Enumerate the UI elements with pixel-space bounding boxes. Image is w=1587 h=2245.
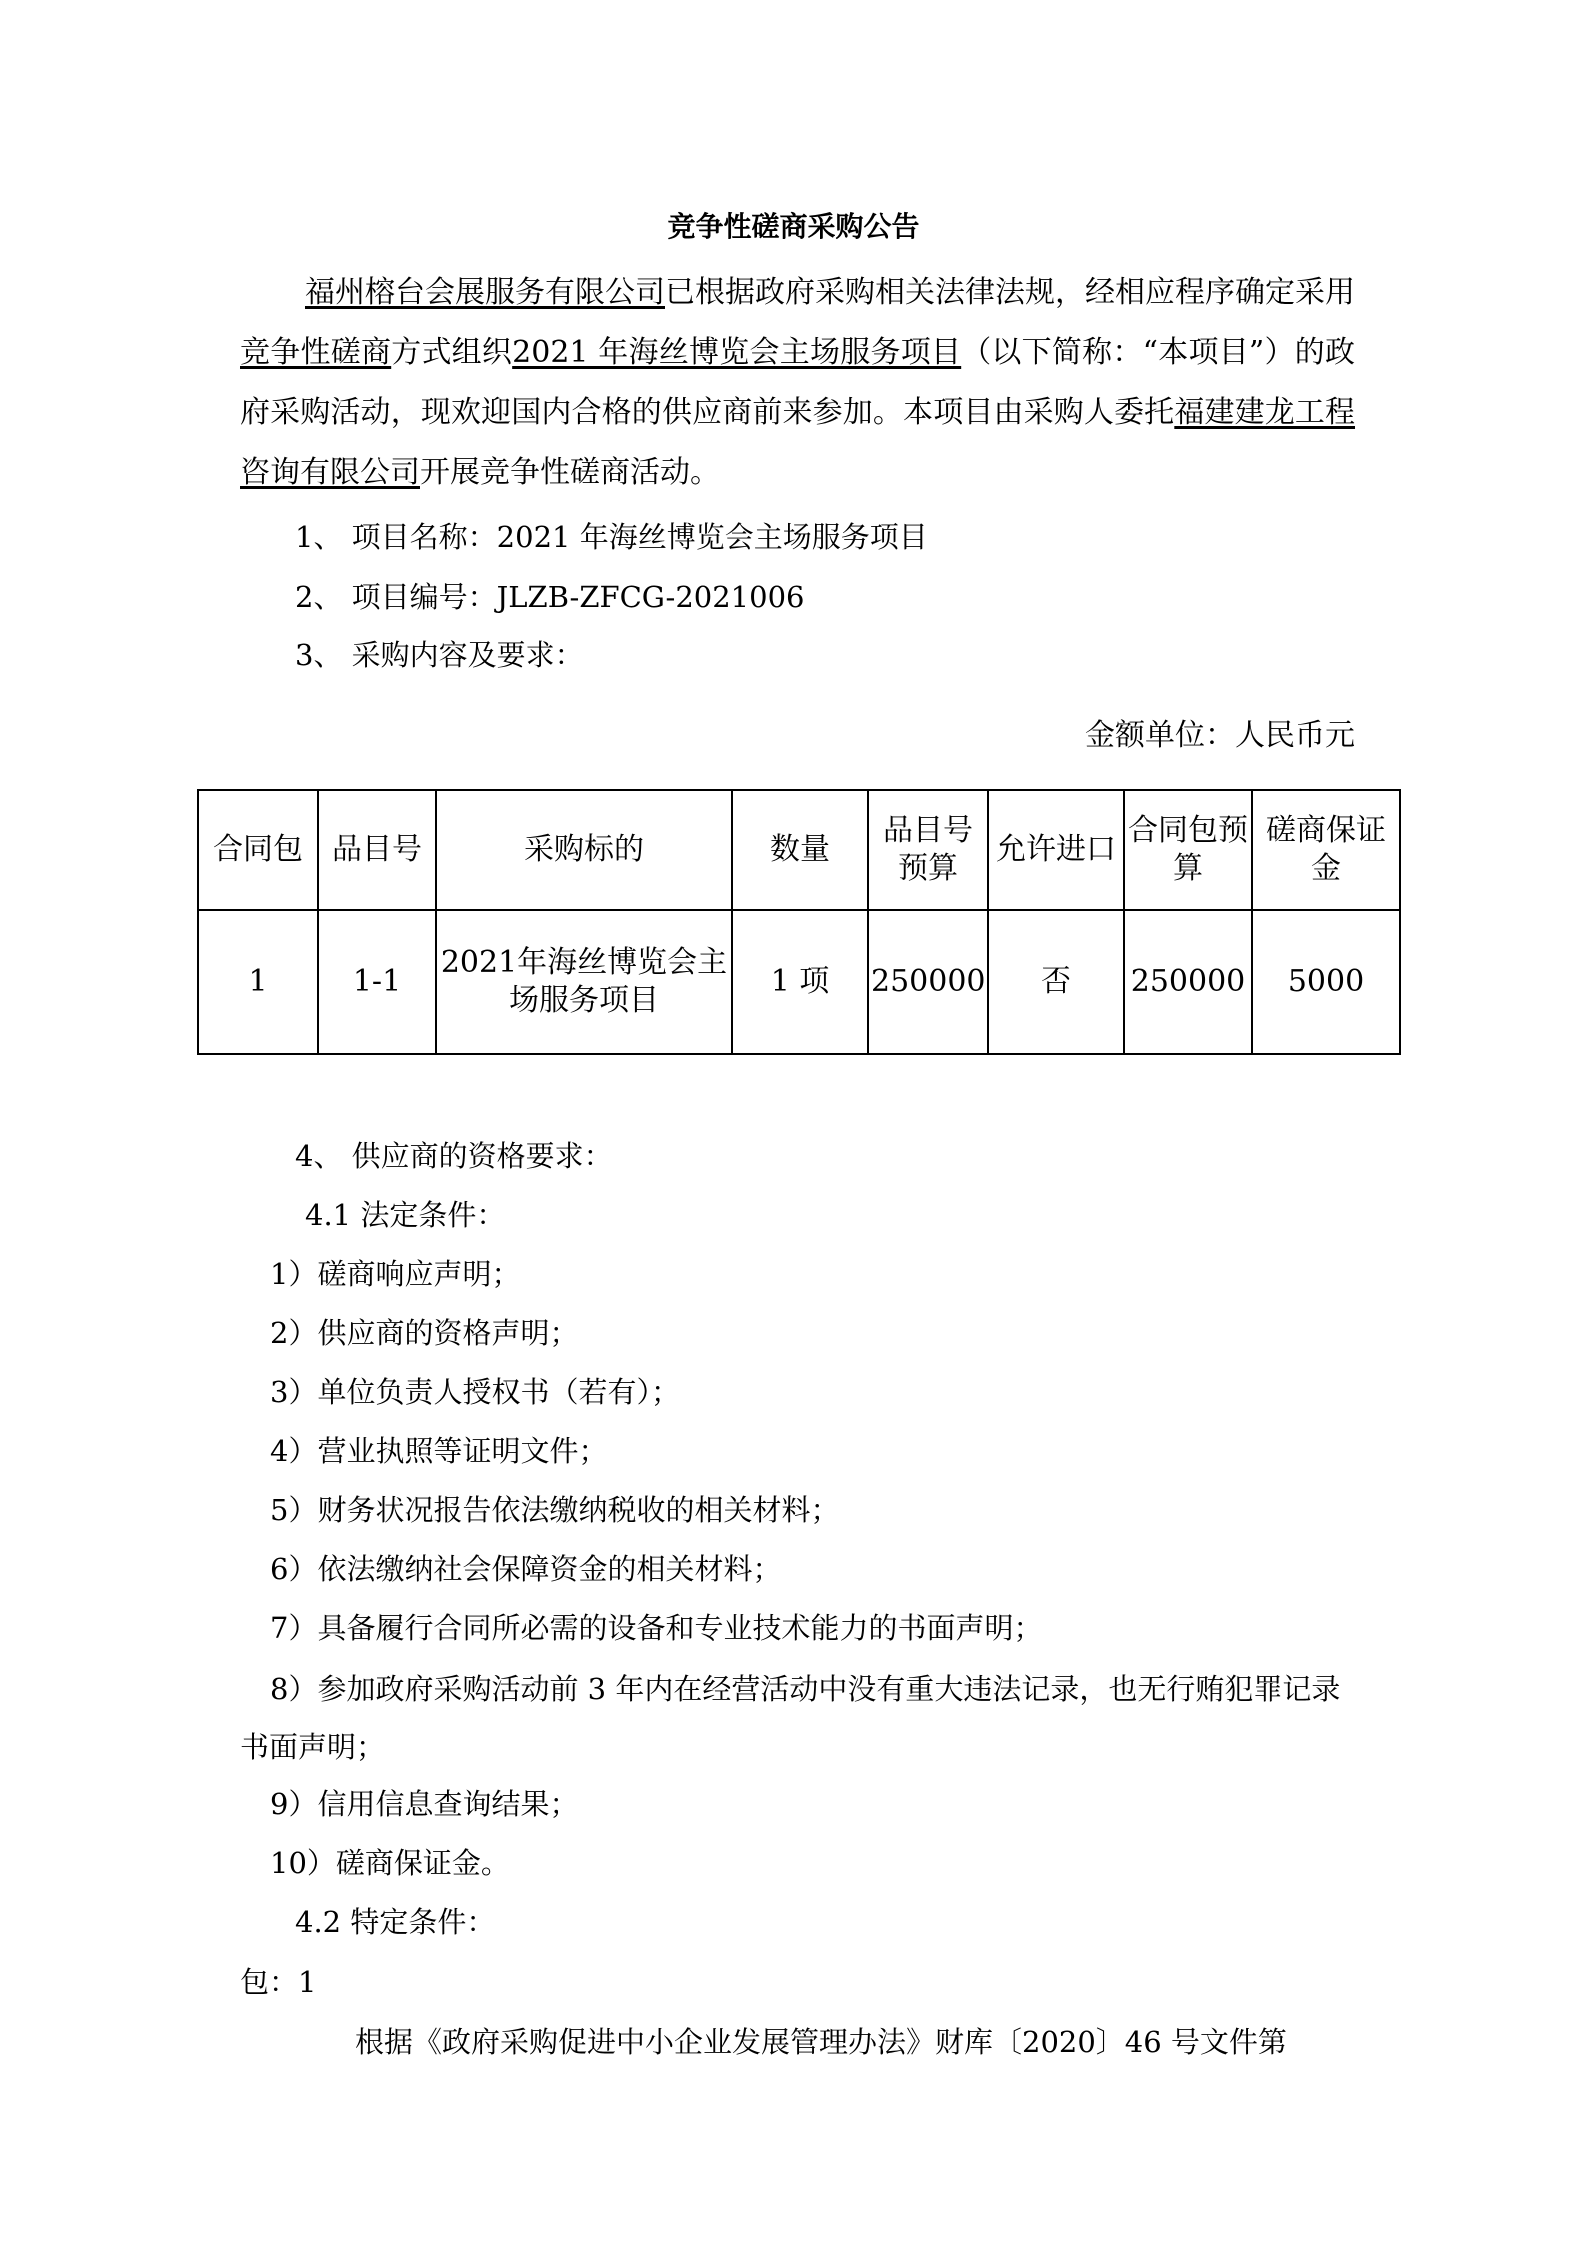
procurement-method: 竞争性磋商 — [240, 335, 392, 370]
closing-paragraph: 根据《政府采购促进中小企业发展管理办法》财库〔2020〕46 号文件第 — [355, 2025, 1287, 2059]
section4-heading: 4、 供应商的资格要求： — [295, 1139, 613, 1173]
table-cell: 250000 — [1124, 910, 1252, 1054]
purchaser-name: 福州榕台会展服务有限公司 — [305, 275, 665, 310]
table-cell: 2021年海丝博览会主场服务项目 — [436, 910, 732, 1054]
project-name: 2021 年海丝博览会主场服务项目 — [512, 335, 962, 370]
condition-item: 5）财务状况报告依法缴纳税收的相关材料； — [270, 1493, 840, 1527]
section42-heading: 4.2 特定条件： — [295, 1905, 496, 1939]
intro-text-3: （以下简称：“本项目”）的政府采购活动，现欢迎国内合格的供应商前来参加。本项目由采购人委托 — [240, 335, 1355, 430]
table-cell: 1 项 — [732, 910, 868, 1054]
condition-item: 7）具备履行合同所必需的设备和专业技术能力的书面声明； — [270, 1611, 1043, 1645]
condition-item: 8）参加政府采购活动前 3 年内在经营活动中没有重大违法记录，也无行贿犯罪记录书面声明； — [240, 1672, 1341, 1764]
condition-item: 2）供应商的资格声明； — [270, 1316, 579, 1350]
table-header-row — [198, 790, 1400, 910]
table-cell: 1 — [198, 910, 318, 1054]
package-label: 包：1 — [240, 1965, 317, 1999]
table-cell: 5000 — [1252, 910, 1400, 1054]
item-project-name: 1、 项目名称：2021 年海丝博览会主场服务项目 — [295, 520, 928, 554]
condition-item: 10）磋商保证金。 — [270, 1846, 510, 1880]
agency-name: 福建建龙工程咨询有限公司 — [240, 395, 1356, 490]
amount-unit: 金额单位：人民币元 — [1085, 718, 1355, 753]
table-cell: 1-1 — [318, 910, 436, 1054]
header-cell: 采购标的 — [436, 790, 732, 910]
header-cell: 磋商保证金 — [1252, 790, 1400, 910]
table-row — [198, 910, 1400, 1054]
page-title: 竞争性磋商采购公告 — [667, 210, 920, 243]
condition-item: 3）单位负责人授权书（若有）； — [270, 1375, 680, 1409]
condition-item: 6）依法缴纳社会保障资金的相关材料； — [270, 1552, 782, 1586]
condition-item: 4）营业执照等证明文件； — [270, 1434, 608, 1468]
table-cell: 否 — [988, 910, 1124, 1054]
intro-text-4: 开展竞争性磋商活动。 — [420, 455, 720, 490]
header-cell: 合同包预算 — [1124, 790, 1252, 910]
procurement-table — [197, 789, 1401, 1055]
header-cell: 品目号预算 — [868, 790, 988, 910]
intro-paragraph — [240, 263, 1355, 503]
item-content-requirements: 3、 采购内容及要求： — [295, 638, 584, 672]
section41-heading: 4.1 法定条件： — [305, 1198, 506, 1232]
intro-text-1: 已根据政府采购相关法律法规，经相应程序确定采用 — [665, 275, 1355, 310]
header-cell: 允许进口 — [988, 790, 1124, 910]
intro-text-2: 方式组织 — [391, 335, 513, 370]
header-cell: 合同包 — [198, 790, 318, 910]
condition-item: 9）信用信息查询结果； — [270, 1787, 579, 1821]
header-cell: 品目号 — [318, 790, 436, 910]
header-cell: 数量 — [732, 790, 868, 910]
table-cell: 250000 — [868, 910, 988, 1054]
item-project-number: 2、 项目编号：JLZB-ZFCG-2021006 — [295, 580, 805, 614]
condition-item: 1）磋商响应声明； — [270, 1257, 521, 1291]
